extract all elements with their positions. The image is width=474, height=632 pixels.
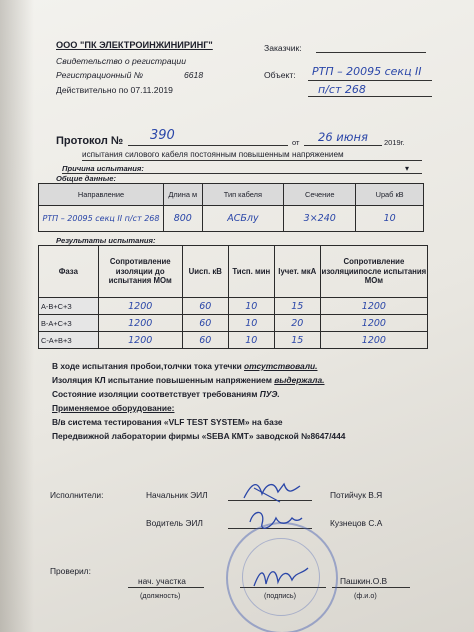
table-row bbox=[39, 315, 428, 332]
from-label: от bbox=[292, 138, 300, 147]
table-row bbox=[39, 332, 428, 349]
cell-leak-current: 15 bbox=[274, 298, 320, 315]
conclusion-line-3 bbox=[52, 389, 280, 400]
object-line-1 bbox=[308, 80, 432, 81]
cell-test-time: 10 bbox=[228, 298, 274, 315]
page-shadow bbox=[0, 0, 34, 632]
cell-leak-current: 20 bbox=[274, 315, 320, 332]
cell-cable-type: АСБлу bbox=[202, 206, 284, 232]
conclusion-line-2 bbox=[52, 375, 325, 386]
checked-label: Проверил: bbox=[50, 566, 91, 576]
protocol-date: 26 июня bbox=[318, 130, 368, 144]
subtitle-line bbox=[82, 160, 422, 161]
signature-head bbox=[240, 476, 304, 506]
conclusion-line-3-text: Состояние изоляции соответствует требованиям bbox=[52, 389, 260, 399]
header-r-after: Сопротивление изоляциипосле испытания МОм bbox=[320, 246, 427, 298]
conclusion-line-2-emph: выдержала. bbox=[274, 375, 325, 385]
header-cross-section: Сечение bbox=[284, 184, 356, 206]
caption-name: (ф.и.о) bbox=[354, 591, 377, 600]
cell-test-voltage: 60 bbox=[182, 315, 228, 332]
registration-number: 6618 bbox=[184, 70, 204, 80]
cell-test-time: 10 bbox=[228, 315, 274, 332]
role-head: Начальник ЭИЛ bbox=[146, 490, 208, 500]
company-name: ООО "ПК ЭЛЕКТРОИНЖИНИРИНГ" bbox=[56, 40, 213, 50]
conclusion-line-1-emph: отсутствовали. bbox=[244, 361, 318, 371]
cell-phase: А-В+С+З bbox=[39, 298, 99, 315]
certificate-label: Свидетельство о регистрации bbox=[56, 56, 186, 66]
signature-driver bbox=[246, 506, 304, 534]
cell-test-voltage: 60 bbox=[182, 298, 228, 315]
header-working-voltage: Uраб кВ bbox=[356, 184, 424, 206]
header-phase: Фаза bbox=[39, 246, 99, 298]
cell-r-after: 1200 bbox=[320, 298, 427, 315]
equipment-label: Применяемое оборудование: bbox=[52, 403, 175, 413]
performers-label: Исполнители: bbox=[50, 490, 104, 500]
cell-r-before: 1200 bbox=[98, 298, 182, 315]
protocol-title: Протокол № bbox=[56, 135, 124, 147]
conclusion-line-3-emph: ПУЭ. bbox=[259, 389, 280, 399]
role-driver: Водитель ЭИЛ bbox=[146, 518, 203, 528]
object-line-2 bbox=[308, 96, 432, 97]
signature-section-chief bbox=[250, 562, 312, 592]
cell-r-before: 1200 bbox=[98, 332, 182, 349]
caption-position: (должность) bbox=[140, 591, 181, 600]
name-driver: Кузнецов С.А bbox=[330, 518, 383, 528]
cell-test-time: 10 bbox=[228, 332, 274, 349]
small-chevron-icon: ▾ bbox=[405, 164, 410, 173]
object-label: Объект: bbox=[264, 70, 296, 80]
caption-signature: (подпись) bbox=[264, 591, 296, 600]
conclusion-line-1-text: В ходе испытания пробои,толчки тока утечки bbox=[52, 361, 245, 371]
conclusion-line-1 bbox=[52, 361, 317, 372]
name-section-chief: Пашкин.О.В bbox=[340, 576, 388, 586]
cell-direction: РТП – 20095 секц II п/ст 268 bbox=[39, 206, 164, 232]
date-line bbox=[304, 145, 382, 146]
position-line bbox=[128, 587, 204, 588]
object-value-line2: п/ст 268 bbox=[318, 83, 366, 96]
equipment-line-1: В/в система тестирования «VLF TEST SYSTEM» на базе bbox=[52, 417, 283, 427]
name-head: Потийчук В.Я bbox=[330, 490, 383, 500]
protocol-number-line bbox=[128, 145, 288, 146]
registration-label: Регистрационный № bbox=[56, 70, 144, 80]
cell-phase: С-А+В+З bbox=[39, 332, 99, 349]
results-table bbox=[38, 245, 428, 349]
cell-r-before: 1200 bbox=[98, 315, 182, 332]
reason-label: Причина испытания: bbox=[62, 164, 144, 173]
cell-leak-current: 15 bbox=[274, 332, 320, 349]
cell-test-voltage: 60 bbox=[182, 332, 228, 349]
header-cable-type: Тип кабеля bbox=[202, 184, 284, 206]
general-data-label: Общие данные: bbox=[56, 174, 117, 183]
cell-working-voltage: 10 bbox=[356, 206, 424, 232]
equipment-line-2: Передвижной лаборатории фирмы «SEBA КМТ» заводской №8647/444 bbox=[52, 431, 346, 441]
results-label: Результаты испытания: bbox=[56, 236, 156, 245]
object-value-line1: РТП – 20095 секц II bbox=[312, 65, 422, 78]
cell-phase: В-А+С+З bbox=[39, 315, 99, 332]
valid-until: Действительно по 07.11.2019 bbox=[56, 85, 173, 95]
table-row bbox=[39, 298, 428, 315]
cell-r-after: 1200 bbox=[320, 332, 427, 349]
cell-cross-section: 3×240 bbox=[284, 206, 356, 232]
general-data-table bbox=[38, 183, 424, 232]
header-test-time: Тисп. мин bbox=[228, 246, 274, 298]
header-length: Длина м bbox=[163, 184, 202, 206]
conclusion-line-2-text: Изоляция КЛ испытание повышенным напряжением bbox=[52, 375, 275, 385]
customer-label: Заказчик: bbox=[264, 43, 302, 53]
header-direction: Направление bbox=[39, 184, 164, 206]
protocol-subtitle: испытания силового кабеля постоянным повышенным напряжением bbox=[82, 150, 344, 159]
name-line bbox=[332, 587, 410, 588]
header-leak-current: Iучет. мкА bbox=[274, 246, 320, 298]
header-r-before: Сопротивление изоляции до испытания МОм bbox=[98, 246, 182, 298]
role-section-chief: нач. участка bbox=[138, 576, 186, 586]
header-test-voltage: Uисп. кВ bbox=[182, 246, 228, 298]
customer-line bbox=[316, 52, 426, 53]
protocol-year: 2019г. bbox=[384, 138, 405, 147]
cell-r-after: 1200 bbox=[320, 315, 427, 332]
protocol-number: 390 bbox=[150, 128, 175, 143]
cell-length: 800 bbox=[163, 206, 202, 232]
